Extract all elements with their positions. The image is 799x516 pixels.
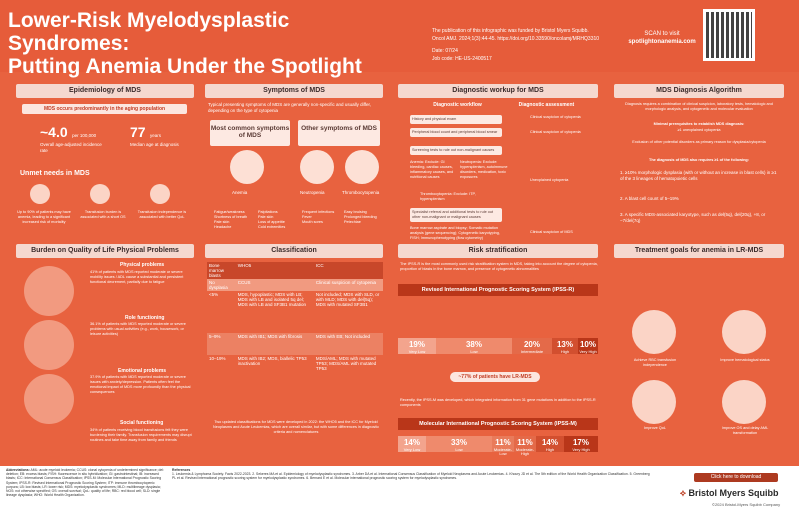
burden-emotional: 37.9% of patients with MDS reported moderate or severe issues with anxiety/depression. Patients often feel the emotional impact of MDS more profoundly than the physical consequences [90,375,191,394]
step-history: History and physical exam [410,115,502,124]
table-row: 10–19% MDS with IB2; MDS, biallelic TP53 inactivation MDS/AML; MDS with mutated TP53; MDS/AML with mutated TP53 [209,356,377,371]
goal-qol: Improve QoL [644,426,666,430]
risk-segment: 19% Very Low [398,338,436,354]
neutropenia-exclusions: Neutropenia: Exclude: hypersplenism, autoimmune disorders, medication, toxic exposures [460,160,508,179]
aging-banner: MDS occurs predominantly in the aging population [22,104,187,114]
diagnosis-exclusion: Exclusion of other potential disorders as primary reason for dysplasia/cytopenia [632,140,766,144]
website-link[interactable]: spotlightonanemia.com [628,39,696,45]
diagnosis-prereq: Minimal prerequisites to establish MDS diagnosis: [653,122,745,126]
scan-callout: SCAN to visit spotlightonanemia.com [628,31,696,45]
step-blood-count: Peripheral blood count and peripheral blood smear [410,128,502,137]
burden-social: 34% of patients receiving blood transfusions felt they were burdening their family. Transfusion requirements may disrupt routines and take time away from family and friends [90,428,192,442]
hematology-goal-icon [722,310,766,354]
ipssr-bar [398,338,598,354]
thrombo-exclusions: Thrombocytopenia: Exclude: ITP, hypersplenism [420,192,476,201]
symptom-col4: Easy bruising Prolonged bleeding Petechiae [344,210,377,224]
risk-segment: 20% Intermediate [512,338,552,354]
assess-3: Unexplained cytopenia [530,178,569,182]
symptom-col1: Fatigue/weakness Shortness of breath Pale skin Headache [214,210,248,229]
need-independence: Transfusion independence is associated with better QoL [137,210,187,219]
risk-segment: 14% High [536,436,564,452]
risk-segment: 17% Very High [564,436,598,452]
need-anemia: Up to 90% of patients may have anemia, leading to a significant increased risk of mortality [17,210,71,224]
table-row: No dysplasia CCUS Clinical suspicion of cytopenia [207,279,383,291]
criterion-1: 1. ≥10% morphologic dysplasia (with or without an increase in blast cells) in ≥1 of the 3 lineages of hematopoietic cells [620,170,777,181]
classification-note: Two updated classifications for MDS were developed in 2022: the WHO5 and the ICC for Myeloid Neoplasms and Acute Leukemias, which are overall similar, but with some differences in diagnostic criteria and nomenclatures [212,420,380,434]
risk-segment: 38% Low [436,338,512,354]
platelet-icon [345,150,379,184]
specialist-tests: Bone marrow aspirate and biopsy; Somatic mutation analysis (gene sequencing); Cytogenetic karyotyping, FISH; Immunophenotyping (flow cytometry) [410,226,500,240]
risk-middle: Recently, the IPSS-M was developed, which integrated information from 31 gene mutations in addition to the IPSS-R components [400,398,596,407]
risk-segment: 13% High [552,338,578,354]
section-burden: Burden on Quality of Life Physical Problems [16,244,194,258]
label-thrombocytopenia: Thrombocytopenia [342,190,380,195]
transfusion-goal-icon [632,310,676,354]
copyright: ©2024 Bristol-Myers Squibb Company [712,502,781,507]
role-icon [24,320,74,370]
goal-os: Improve OS and delay AML transformation [721,426,769,435]
section-goals: Treatment goals for anemia in LR-MDS [614,244,784,258]
stat-incidence: ~4.0 per 100,000 Overall age-adjusted incidence rate [40,124,102,153]
emotional-icon [24,374,74,424]
ipssm-title: Molecular International Prognostic Scoring System (IPSS-M) [398,418,598,430]
heart-icon [150,184,170,204]
diagnosis-intro: Diagnosis requires a combination of clinical suspicion, laboratory tests, hematologic and morphologic analysis, and cytogenetic and molecular evaluation [625,102,773,111]
blood-bag-icon [90,184,110,204]
criterion-3: 3. A specific MDS-associated karyotype, such as del(5q), del(20q), +8, or −7/del(7q) [620,212,766,223]
risk-intro: The IPSS-R is the most commonly used risk stratification system in MDS, taking into account the degree of cytopenia, proportion of blasts in the bone marrow, and presence of cytogenetic abnormalities [400,262,598,271]
ipssr-title: Revised International Prognostic Scoring System (IPSS-R) [398,284,598,296]
goal-independence: Achieve RBC transfusion independence [633,358,677,367]
risk-segment: 11% Moderate-Low [493,438,513,456]
table-header-row: Bone marrow blasts WHO5 ICC [207,262,383,279]
burden-cat-role: Role functioning [125,315,165,321]
burden-cat-emotional: Emotional problems [118,368,167,374]
burden-physical: 41% of patients with MDS reported moderate or severe mobility issues / ADL cause a substantial and persistent functional decrement, partially due to fatigue [90,270,184,284]
section-symptoms: Symptoms of MDS [205,84,383,98]
risk-segment: 11% Moderate-High [515,438,535,456]
table-row: <5% MDS, hypoplastic; MDS with LB; MDS with LB and isolated 5q del; MDS with LB and SF3B1 mutation Not included; MDS with SLD, or with MLD; MDS with del(5q); MDS with mutated SF3B1 [209,292,380,307]
blood-drop-icon [230,150,264,184]
lr-callout: ~77% of patients have LR-MDS [450,372,540,382]
abbreviations: Abbreviations: AML: acute myeloid leukemia; CCUS: clonal cytopenia of undetermined significance; del: deletion; EB: excess blasts; FISH: fluorescence in situ hybridization; GI: gastrointestinal; IB: increased blasts; ICC: International Consensus Classification; IPSS-M: Molecular International Prognostic Scoring System; IPSS-R: Revised International Prognostic Scoring System; ITP: immune thrombocytopenic purpura; LB: low blasts; LR: lower risk; MDS: myelodysplastic syndromes; MLD: multilineage dysplasia; NOS: not otherwise specified; OS: overall survival; QoL: quality of life; RBC: red blood cell; SLD: single lineage dysplasia; WHO: World Health Organization. [6,468,164,498]
symptom-col2: Palpitations Pale skin Loss of appetite Cold extremities [258,210,286,229]
diagnosis-requires: The diagnosis of MDS also requires ≥1 of the following: [649,158,749,162]
assess-2: Clinical suspicion of cytopenia [530,130,581,134]
workup-headers: Diagnostic workflow Diagnostic assessment [433,102,575,108]
section-workup: Diagnostic workup for MDS [398,84,598,98]
bms-logo: ⟡ Bristol Myers Squibb [680,488,779,498]
drop-icon [30,184,50,204]
classification-table [207,262,383,385]
section-diagnosis: MDS Diagnosis Algorithm [614,84,784,98]
unmet-needs-heading: Unmet needs in MDS [20,170,90,177]
table-row: 5–9% MDS with IB1; MDS with fibrosis MDS with EB; Not included [207,333,383,355]
risk-segment: 33% Low [426,436,492,452]
need-transfusion: Transfusion burden is associated with a short OS [80,210,126,219]
page-title: Lower-Risk Myelodysplastic Syndromes: Putting Anemia Under the Spotlight [8,9,362,78]
goal-hematological: Improve hematological status [720,358,770,362]
burden-role: 36.1% of patients with MDS reported moderate or severe problems with usual activities (e.g., work, housework, or leisure activities) [90,322,186,336]
step-screening: Screening tests to rule out non-malignant causes [410,146,502,155]
section-risk: Risk stratification [398,244,598,258]
burden-cat-physical: Physical problems [120,262,165,268]
assess-4: Clinical suspicion of MDS [530,230,573,234]
risk-segment: 10% Very High [579,340,597,354]
symptom-col3: Frequent infections Fever Mouth sores [302,210,335,224]
diagnosis-prereq-1: ≥1 unexplained cytopenia [677,128,721,132]
symptoms-intro: Typical presenting symptoms of MDS are generally non-specific and usually differ, depending on the type of cytopenia [208,102,371,113]
references: References 1. Leukemia & Lymphoma Society. Facts 2022-2023. 2. Sekeres MA et al. Epidemiology of myelodysplastic syndromes. 3. Arber DA et al. International Consensus Classification of Myeloid Neoplasms and Acute Leukemias. 4. Khoury JD et al. The 5th edition of the World Health Organization Classification. 5. Greenberg PL et al. Revised international prognostic scoring system for myelodysplastic syndromes. 6. Bernard E et al. Molecular international prognostic scoring system for myelodysplastic syndromes. [172,468,650,481]
section-epidemiology: Epidemiology of MDS [16,84,194,98]
neutrophil-icon [300,150,334,184]
other-symptoms-box: Other symptoms of MDS [298,120,380,146]
qol-goal-icon [632,380,676,424]
download-button[interactable]: Click here to download [694,473,778,482]
section-classification: Classification [205,244,383,258]
stat-median-age: 77 years Median age at diagnosis [130,124,179,147]
label-neutropenia: Neutropenia [300,190,325,195]
risk-segment: 14% Very Low [398,436,426,452]
step-specialist: Specialist referral and additional tests to rule out other non-malignant or malignant causes [410,208,502,222]
label-anemia: Anemia [232,190,248,195]
burden-cat-social: Social functioning [120,420,164,426]
criterion-2: 2. A blast cell count of 5–19% [620,196,679,201]
qr-code[interactable] [703,9,755,61]
assess-1: Clinical suspicion of cytopenia [530,115,581,119]
survival-goal-icon [722,380,766,424]
anemia-exclusions: Anemia: Exclude: GI bleeding, cardiac causes, inflammatory causes, and nutritional causes [410,160,454,179]
physical-icon [24,266,74,316]
ipssm-bar [398,436,598,454]
common-symptoms-box: Most common symptoms of MDS [210,120,290,146]
publication-info: The publication of this infographic was funded by Bristol Myers Squibb. Oncol AMJ. 2024;1(3):44-45. https://doi.org/10.33590/oncolamj/MRHQ3310 Date: 07/24 Job code: HE-US-2400517 [432,28,600,62]
